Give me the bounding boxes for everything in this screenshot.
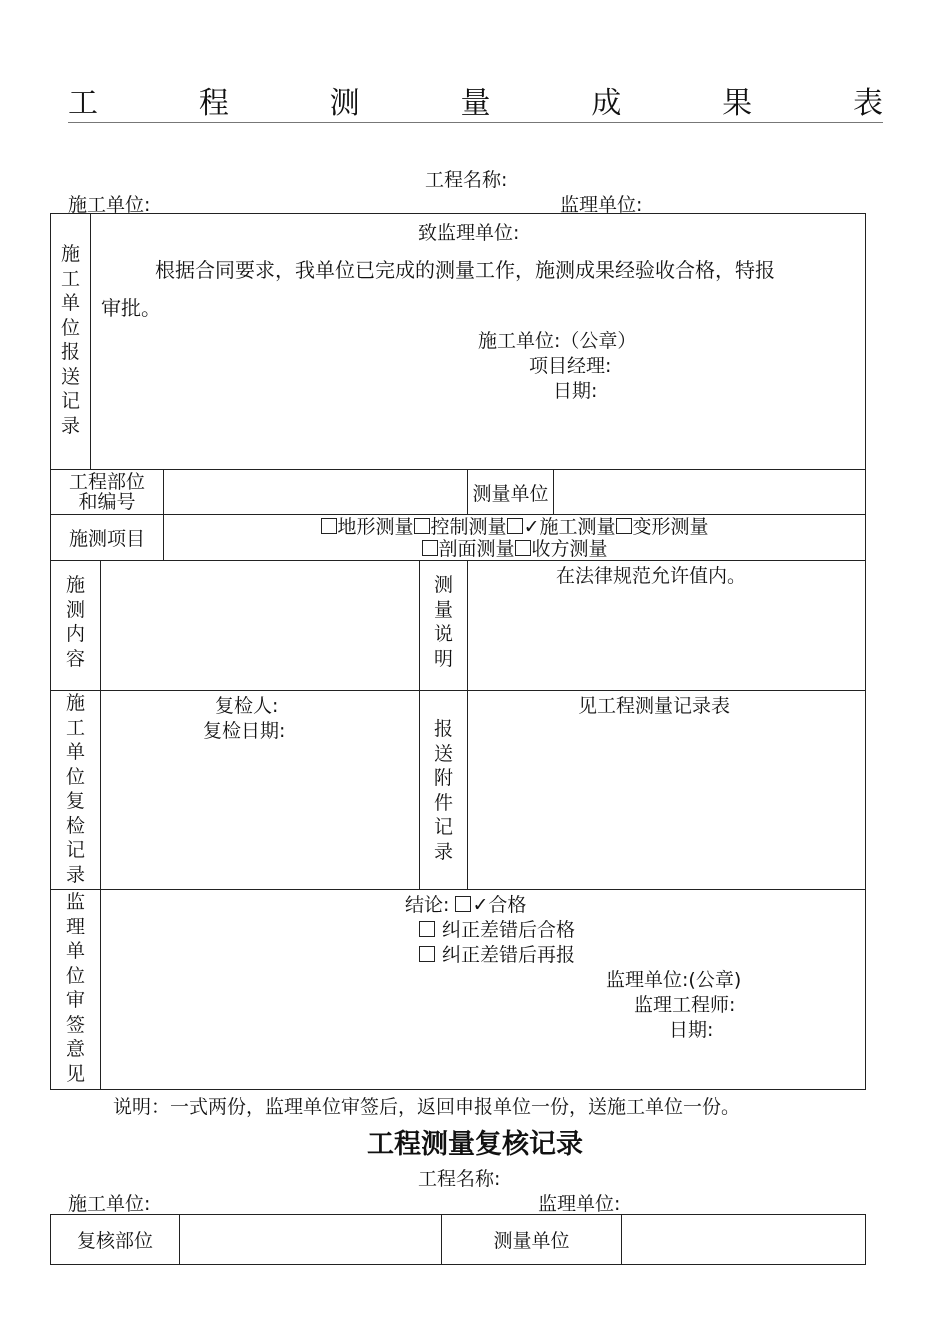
opt-section[interactable]: 剖面测量 — [422, 538, 515, 560]
opt-fix-resubmit[interactable]: 纠正差错后再报 — [419, 940, 575, 967]
report-body — [91, 214, 866, 470]
attach-value: 见工程测量记录表 — [468, 691, 866, 890]
review-side-label: 监理单位审签意见 — [51, 890, 101, 1090]
checkbox-icon — [419, 946, 435, 962]
opt-earthwork[interactable]: 收方测量 — [515, 538, 608, 560]
opt-topographic[interactable]: 地形测量 — [321, 516, 414, 538]
supervision-seal-line: 监理单位:(公章) — [606, 969, 742, 991]
items-label: 施测项目 — [51, 515, 164, 561]
report-body-line1: 根据合同要求，我单位已完成的测量工作，施测成果经验收合格，特报 — [155, 258, 775, 282]
construction-unit-label: 施工单位: — [68, 194, 151, 216]
conclusion-line: 结论: ✓ 合格 — [405, 890, 526, 917]
survey-unit-label: 测量单位 — [468, 470, 554, 515]
opt-control[interactable]: 控制测量 — [414, 516, 507, 538]
desc-side-label: 测量说明 — [420, 561, 468, 691]
title-char: 成 — [591, 86, 622, 121]
opt-pass[interactable]: ✓ 合格 — [455, 894, 526, 916]
location-label: 工程部位和编号 — [51, 470, 164, 515]
desc-value: 在法律规范允许值内。 — [468, 561, 866, 691]
title-underline — [68, 122, 883, 123]
review-date-line: 日期: — [669, 1019, 714, 1041]
opt-deformation[interactable]: 变形测量 — [616, 516, 709, 538]
attach-side-label: 报送附件记录 — [420, 691, 468, 890]
recheck-body — [101, 691, 420, 890]
to-supervision-line: 致监理单位: — [418, 222, 520, 244]
location-value[interactable] — [164, 470, 468, 515]
second-construction-unit-label: 施工单位: — [68, 1193, 151, 1215]
project-manager-line: 项目经理: — [529, 355, 612, 377]
items-options — [164, 515, 866, 561]
content-value[interactable] — [101, 561, 420, 691]
checkmark-icon — [524, 516, 540, 538]
title-char: 量 — [460, 86, 491, 121]
title-char: 测 — [329, 86, 360, 121]
title-char: 表 — [852, 86, 883, 121]
supervision-unit-label: 监理单位: — [560, 194, 643, 216]
second-project-name-label: 工程名称: — [418, 1168, 501, 1190]
report-date-line: 日期: — [553, 380, 598, 402]
second-survey-unit-label: 测量单位 — [442, 1215, 622, 1265]
checkbox-icon — [507, 518, 523, 534]
checkbox-icon — [616, 518, 632, 534]
rechecker-line: 复检人: — [215, 695, 279, 717]
survey-result-table — [50, 213, 866, 1090]
title-char: 程 — [198, 86, 229, 121]
construction-seal-line: 施工单位:（公章） — [478, 330, 637, 352]
footnote: 说明：一式两份，监理单位审签后，返回申报单位一份，送施工单位一份。 — [113, 1096, 741, 1118]
survey-unit-value[interactable] — [554, 470, 866, 515]
title-char: 果 — [722, 86, 753, 121]
checkbox-icon — [414, 518, 430, 534]
page-title — [68, 78, 883, 122]
opt-fix-pass[interactable]: 纠正差错后合格 — [419, 915, 575, 942]
second-survey-unit-value[interactable] — [622, 1215, 866, 1265]
recheck-record-table — [50, 1214, 866, 1265]
opt-construction[interactable]: ✓ 施工测量 — [507, 516, 616, 538]
checkbox-icon — [455, 896, 471, 912]
checkbox-icon — [422, 540, 438, 556]
report-body-line2: 审批。 — [101, 296, 161, 320]
recheck-date-line: 复检日期: — [203, 720, 286, 742]
supervising-engineer-line: 监理工程师: — [634, 994, 736, 1016]
report-side-label: 施工单位报送记录 — [51, 214, 91, 470]
checkbox-icon — [321, 518, 337, 534]
title-char: 工 — [68, 86, 98, 121]
project-name-label: 工程名称: — [425, 169, 508, 191]
checkmark-icon — [472, 894, 488, 916]
recheck-location-label: 复核部位 — [51, 1215, 180, 1265]
checkbox-icon — [515, 540, 531, 556]
checkbox-icon — [419, 921, 435, 937]
recheck-side-label: 施工单位复检记录 — [51, 691, 101, 890]
recheck-location-value[interactable] — [180, 1215, 442, 1265]
review-body — [101, 890, 866, 1090]
content-side-label: 施测内容 — [51, 561, 101, 691]
second-form-title: 工程测量复核记录 — [367, 1129, 583, 1160]
second-supervision-unit-label: 监理单位: — [538, 1193, 621, 1215]
